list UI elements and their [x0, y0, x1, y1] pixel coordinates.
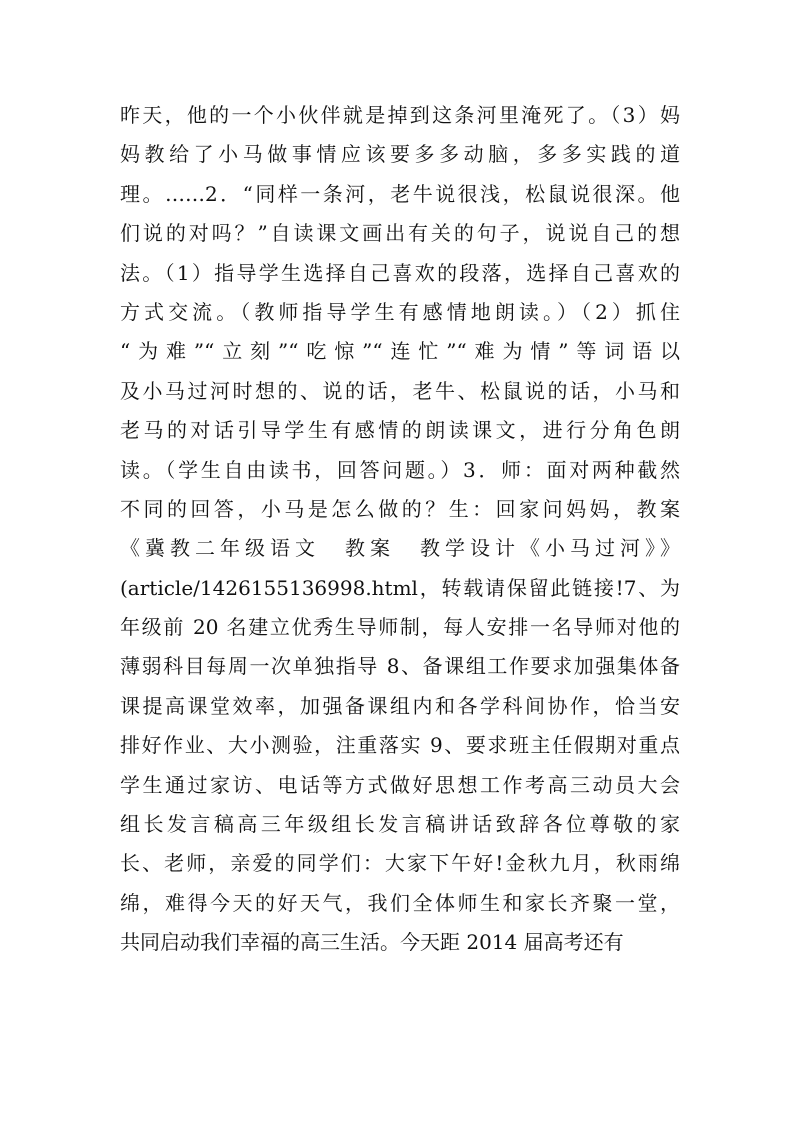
text-line: 学生通过家访、电话等方式做好思想工作考高三动员大会 [120, 772, 680, 797]
text-line: 薄弱科目每周一次单独指导 8、备课组工作要求加强集体备 [120, 654, 680, 679]
text-line: 方式交流。（教师指导学生有感情地朗读。）（2）抓住 [120, 299, 680, 324]
text-line: 读。（学生自由读书，回答问题。）3．师：面对两种截然 [120, 457, 680, 482]
text-line: 长、老师，亲爱的同学们：大家下午好!金秋九月，秋雨绵 [120, 851, 680, 876]
text-line: 老马的对话引导学生有感情的朗读课文，进行分角色朗 [120, 418, 680, 443]
text-line: 法。（1）指导学生选择自己喜欢的段落，选择自己喜欢的 [120, 260, 680, 285]
body-text [120, 96, 680, 963]
text-line: 绵，难得今天的好天气，我们全体师生和家长齐聚一堂， [120, 890, 680, 915]
text-line: 年级前 20 名建立优秀生导师制，每人安排一名导师对他的 [120, 615, 680, 640]
text-line: 及小马过河时想的、说的话，老牛、松鼠说的话，小马和 [120, 378, 680, 403]
text-line: 不同的回答，小马是怎么做的？生：回家问妈妈，教案 [120, 496, 680, 521]
text-line: 昨天，他的一个小伙伴就是掉到这条河里淹死了。（3）妈 [120, 103, 680, 127]
text-line: 妈教给了小马做事情应该要多多动脑，多多实践的道 [120, 142, 680, 167]
text-line: (article/1426155136998.html，转载请保留此链接!7、为 [120, 575, 680, 600]
text-line: 排好作业、大小测验，注重落实 9、要求班主任假期对重点 [120, 733, 680, 758]
text-line: 《冀教二年级语文 教案 教学设计《小马过河》》 [120, 536, 680, 561]
text-line: 组长发言稿高三年级组长发言稿讲话致辞各位尊敬的家 [120, 812, 680, 837]
text-line: 们说的对吗？”自读课文画出有关的句子，说说自己的想 [120, 221, 680, 246]
text-line: 共同启动我们幸福的高三生活。今天距 2014 届高考还有 [120, 930, 624, 955]
text-line: 课提高课堂效率，加强备课组内和各学科间协作，恰当安 [120, 693, 680, 718]
text-line: 理。……2．“同样一条河，老牛说很浅，松鼠说很深。他 [120, 181, 680, 206]
text-line: “为难”“立刻”“吃惊”“连忙”“难为情”等词语以 [120, 339, 680, 364]
